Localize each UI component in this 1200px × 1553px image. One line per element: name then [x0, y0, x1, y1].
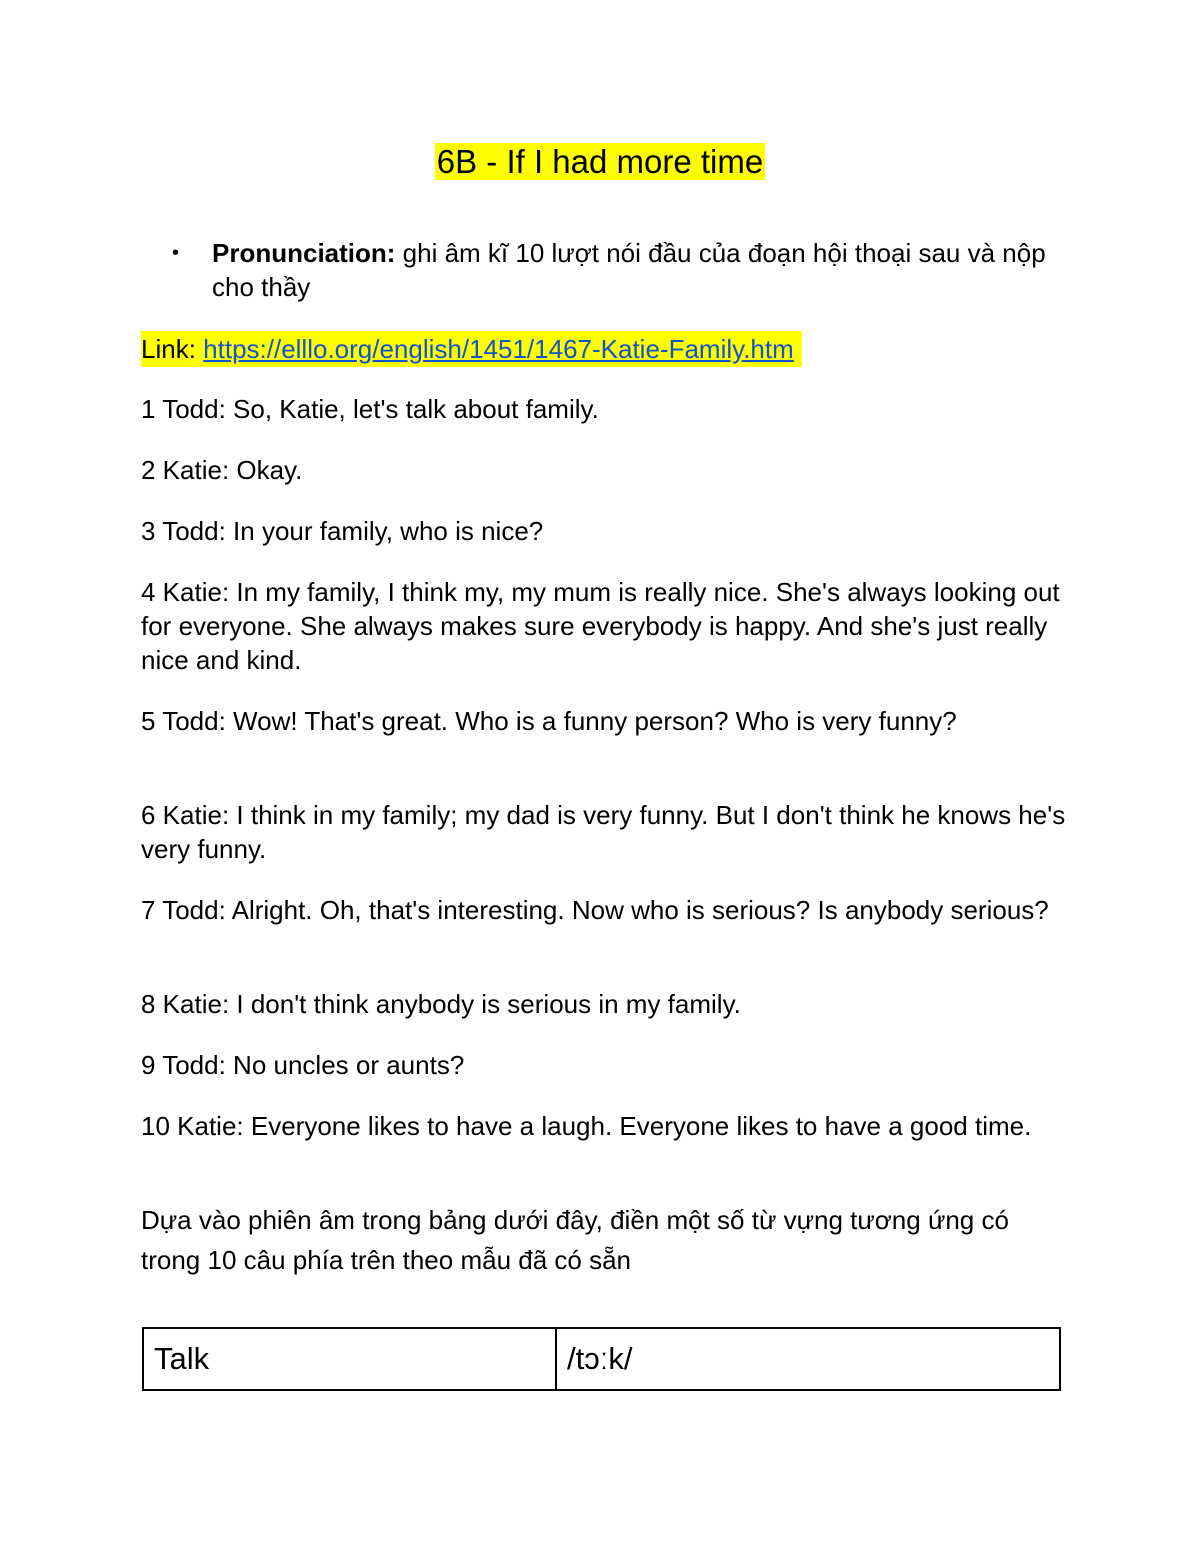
- pronunciation-label: Pronunciation:: [212, 238, 396, 268]
- word-cell[interactable]: Talk: [143, 1328, 556, 1390]
- table-row: [143, 1328, 1060, 1390]
- pronunciation-text: ghi âm kĩ 10 lượt nói đầu của đoạn hội thoại sau và nộp cho thầy: [212, 238, 1046, 302]
- vocabulary-table: [142, 1327, 1061, 1391]
- pronunciation-item: [172, 236, 1092, 304]
- dialogue-line: 5 Todd: Wow! That's great. Who is a funny person? Who is very funny?: [141, 706, 957, 736]
- source-link[interactable]: https://elllo.org/english/1451/1467-Katie-Family.htm: [203, 334, 794, 364]
- dialogue-line: 9 Todd: No uncles or aunts?: [141, 1050, 465, 1080]
- link-label: Link:: [141, 334, 204, 364]
- dialogue-line: 2 Katie: Okay.: [141, 455, 303, 485]
- dialogue-line: 4 Katie: In my family, I think my, my mum is really nice. She's always looking out for everyone. She always makes sure everybody is happy. And she's just really nice and kind.: [141, 577, 1060, 675]
- instruction-text: Dựa vào phiên âm trong bảng dưới đây, điền một số từ vựng tương ứng có trong 10 câu phía trên theo mẫu đã có sẵn: [141, 1205, 1009, 1275]
- dialogue-line: 3 Todd: In your family, who is nice?: [141, 516, 544, 546]
- link-line: [141, 331, 802, 367]
- dialogue-line: 6 Katie: I think in my family; my dad is very funny. But I don't think he knows he's very funny.: [141, 800, 1066, 864]
- dialogue-line: 1 Todd: So, Katie, let's talk about family.: [141, 394, 599, 424]
- title-text: 6B - If I had more time: [436, 143, 764, 180]
- dialogue-line: 10 Katie: Everyone likes to have a laugh. Everyone likes to have a good time.: [141, 1111, 1032, 1141]
- dialogue-line: 8 Katie: I don't think anybody is serious in my family.: [141, 989, 741, 1019]
- page-title: [0, 140, 1200, 184]
- bullet-icon: •: [172, 242, 180, 264]
- dialogue-line: 7 Todd: Alright. Oh, that's interesting. Now who is serious? Is anybody serious?: [141, 895, 1049, 925]
- ipa-cell[interactable]: /tɔːk/: [556, 1328, 1060, 1390]
